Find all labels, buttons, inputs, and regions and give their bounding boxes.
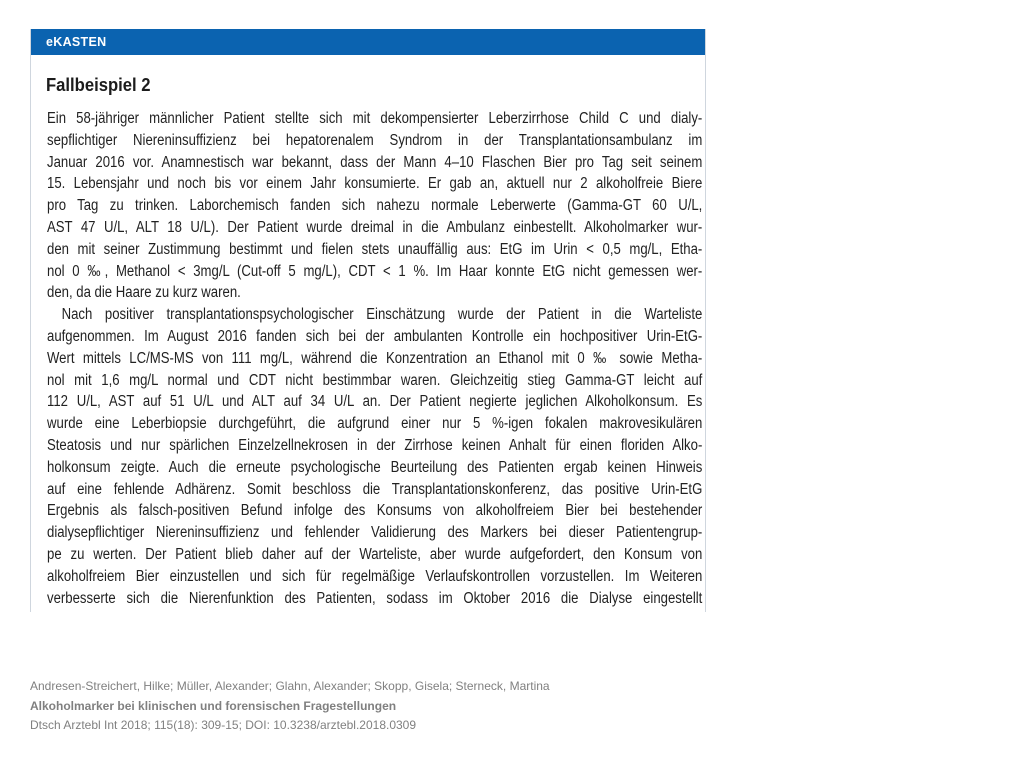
text-line: AST 47 U/L, ALT 18 U/L). Der Patient wurde dreimal in die Ambulanz einbestellt. Alkoholmarker wur- (47, 218, 703, 236)
citation-title: Alkoholmarker bei klinischen und forensischen Fragestellungen (30, 698, 397, 713)
text-line: 15. Lebensjahr und noch bis vor einem Jahr konsumierte. Er gab an, aktuell nur 2 alkoholfreie Biere (47, 175, 703, 193)
text-line: nol mit 1,6 mg/L normal und CDT nicht bestimmbar waren. Gleichzeitig stieg Gamma-GT leicht auf (47, 371, 703, 389)
text-line: nol 0 ‰, Methanol < 3mg/L (Cut-off 5 mg/L), CDT < 1 %. Im Haar konnte EtG nicht gemessen wer- (47, 262, 703, 280)
text-line: holkonsum zeigte. Auch die erneute psychologische Beurteilung des Patienten ergab keinen Hinweis (47, 458, 703, 476)
text-line: sepflichtiger Niereninsuffizienz bei hepatorenalem Syndrom in der Transplantationsambulanz im (47, 131, 703, 149)
text-line: den mit seiner Zustimmung bestimmt und fielen stets unauffällig aus: EtG im Urin < 0,5 mg/L, Etha- (47, 240, 703, 258)
text-line: Wert mittels LC/MS-MS von 111 mg/L, während die Konzentration an Ethanol mit 0 ‰ sowie Metha- (47, 349, 703, 367)
text-line: alkoholfreiem Bier einzustellen und sich für regelmäßige Verlaufskontrollen vorzustellen. Im Weiteren (47, 567, 703, 585)
text-line: pro Tag zu trinken. Laborchemisch fanden sich nahezu normale Leberwerte (Gamma-GT 60 U/L, (47, 197, 703, 215)
ekasten-box (30, 29, 706, 612)
citation (30, 677, 550, 736)
citation-source: Dtsch Arztebl Int 2018; 115(18): 309-15; DOI: 10.3238/arztebl.2018.0309 (30, 718, 417, 732)
text-line: Nach positiver transplantationspsychologischer Einschätzung wurde der Patient in die Warteliste (61, 306, 703, 324)
text-line: wurde eine Leberbiopsie durchgeführt, die aufgrund einer nur 5 %-igen fokalen makrovesikulären (47, 415, 703, 433)
text-line: aufgenommen. Im August 2016 fanden sich bei der ambulanten Kontrolle ein hochpositiver Urin-EtG- (47, 327, 703, 345)
text-line: Januar 2016 vor. Anamnestisch war bekannt, dass der Mann 4–10 Flaschen Bier pro Tag seit seinem (47, 153, 703, 171)
text-line: Ergebnis als falsch-positiven Befund infolge des Konsums von alkoholfreiem Bier bei bestehender (47, 502, 703, 520)
text-line: auf eine fehlende Adhärenz. Somit beschloss die Transplantationskonferenz, das positive Urin-EtG (47, 480, 703, 498)
box-header: eKASTEN (31, 29, 705, 55)
citation-authors: Andresen-Streichert, Hilke; Müller, Alexander; Glahn, Alexander; Skopp, Gisela; Sterneck, Martina (30, 679, 550, 693)
text-line: Ein 58-jähriger männlicher Patient stellte sich mit dekompensierter Leberzirrhose Child C und dialy- (47, 110, 703, 127)
box-title: Fallbeispiel 2 (46, 74, 151, 95)
box-body (31, 108, 702, 609)
text-line: verbesserte sich die Nierenfunktion des Patienten, sodass im Oktober 2016 die Dialyse eingestellt (47, 589, 703, 607)
text-line: Steatosis und nur spärlichen Einzelzellnekrosen in der Zirrhose keinen Anhalt für einen floriden Alko- (47, 436, 703, 454)
text-line: dialysepflichtiger Niereninsuffizienz und fehlender Validierung des Markers bei dieser Patientengrup- (47, 524, 703, 542)
text-line: 112 U/L, AST auf 51 U/L und ALT auf 34 U/L an. Der Patient negierte jeglichen Alkoholkonsum. Es (47, 393, 703, 411)
text-line: den, da die Haare zu kurz waren. (47, 284, 241, 302)
text-line: pe zu werten. Der Patient blieb daher auf der Warteliste, aber wurde aufgefordert, den Konsum von (47, 545, 703, 563)
